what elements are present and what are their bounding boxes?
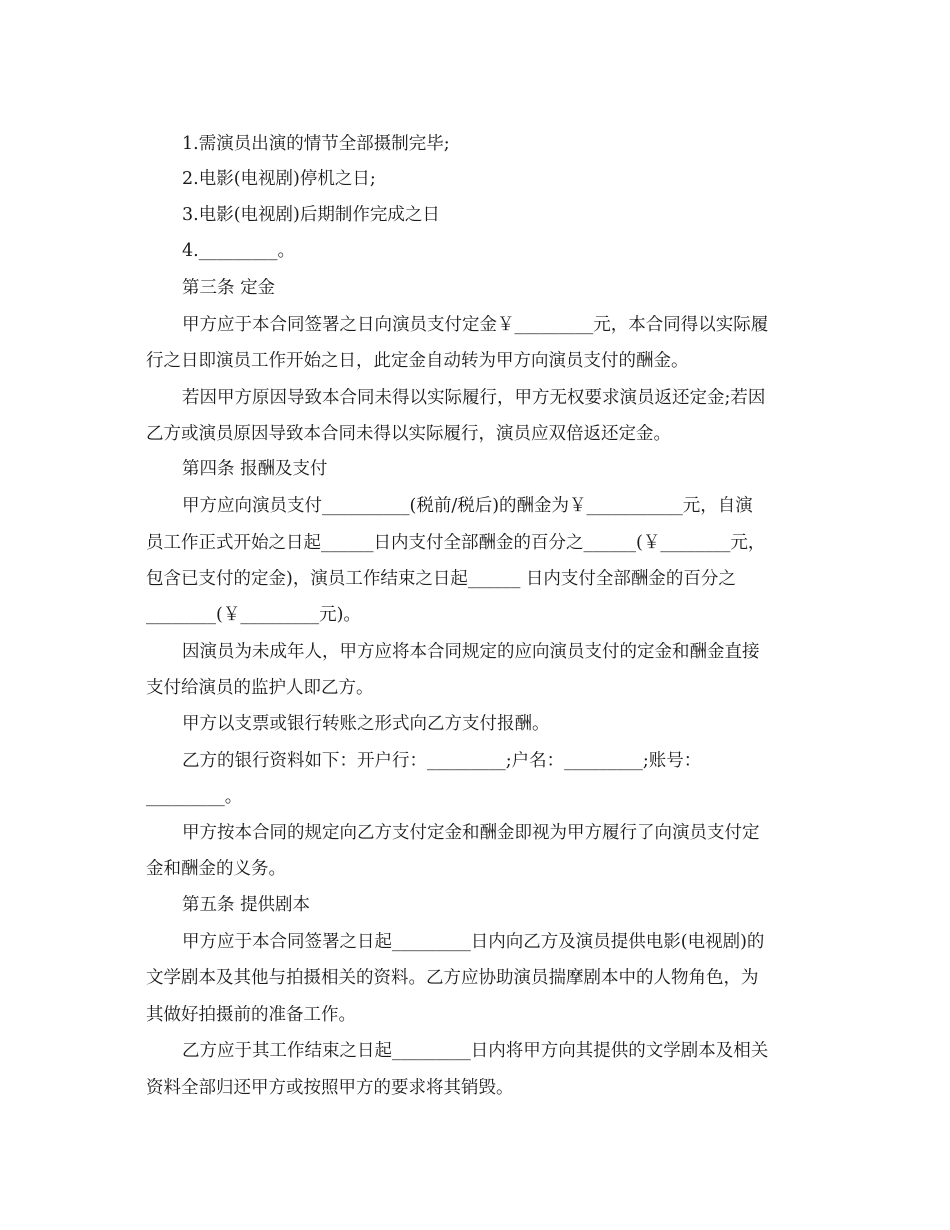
paragraph-line: 甲方以支票或银行转账之形式向乙方支付报酬。 (182, 714, 550, 734)
list-item-2: 2.电影(电视剧)停机之日; (182, 169, 376, 189)
paragraph-line: 其做好拍摄前的准备工作。 (146, 1005, 356, 1025)
paragraph-line: 甲方应于本合同签署之日起_________日内向乙方及演员提供电影(电视剧)的 (182, 932, 765, 952)
list-item-3: 3.电影(电视剧)后期制作完成之日 (182, 205, 440, 225)
paragraph-line: 因演员为未成年人，甲方应将本合同规定的应向演员支付的定金和酬金直接 (182, 642, 760, 662)
article-5-heading: 第五条 提供剧本 (182, 895, 311, 915)
paragraph-line: _________。 (146, 787, 243, 807)
paragraph-line: 甲方应向演员支付__________(税前/税后)的酬金为￥___________元，自演 (182, 496, 753, 516)
paragraph-line: 文学剧本及其他与拍摄相关的资料。乙方应协助演员揣摩剧本中的人物角色，为 (146, 968, 759, 988)
list-item-4: 4._________。 (182, 241, 295, 261)
list-item-1: 1.需演员出演的情节全部摄制完毕; (182, 134, 450, 154)
paragraph-line: 支付给演员的监护人即乙方。 (146, 678, 374, 698)
article-3-heading: 第三条 定金 (182, 278, 276, 298)
article-4-heading: 第四条 报酬及支付 (182, 459, 328, 479)
paragraph-line: 包含已支付的定金)，演员工作结束之日起______ 日内支付全部酬金的百分之 (146, 569, 736, 589)
paragraph-line: 乙方应于其工作结束之日起_________日内将甲方向其提供的文学剧本及相关 (182, 1041, 769, 1061)
paragraph-line: 资料全部归还甲方或按照甲方的要求将其销毁。 (146, 1078, 514, 1098)
paragraph-line: 甲方应于本合同签署之日向演员支付定金￥_________元，本合同得以实际履 (182, 315, 769, 335)
paragraph-line: 金和酬金的义务。 (146, 859, 286, 879)
paragraph-line: 行之日即演员工作开始之日，此定金自动转为甲方向演员支付的酬金。 (146, 351, 689, 371)
paragraph-line: 员工作正式开始之日起______日内支付全部酬金的百分之______(￥________元， (146, 533, 766, 553)
paragraph-line: 若因甲方原因导致本合同未得以实际履行，甲方无权要求演员返还定金;若因 (182, 388, 766, 408)
paragraph-line: 乙方的银行资料如下：开户行：_________;户名：_________;账号： (182, 751, 702, 771)
paragraph-line: 乙方或演员原因导致本合同未得以实际履行，演员应双倍返还定金。 (146, 424, 671, 444)
paragraph-line: 甲方按本合同的规定向乙方支付定金和酬金即视为甲方履行了向演员支付定 (182, 823, 760, 843)
paragraph-line: ________(￥_________元)。 (146, 605, 361, 625)
